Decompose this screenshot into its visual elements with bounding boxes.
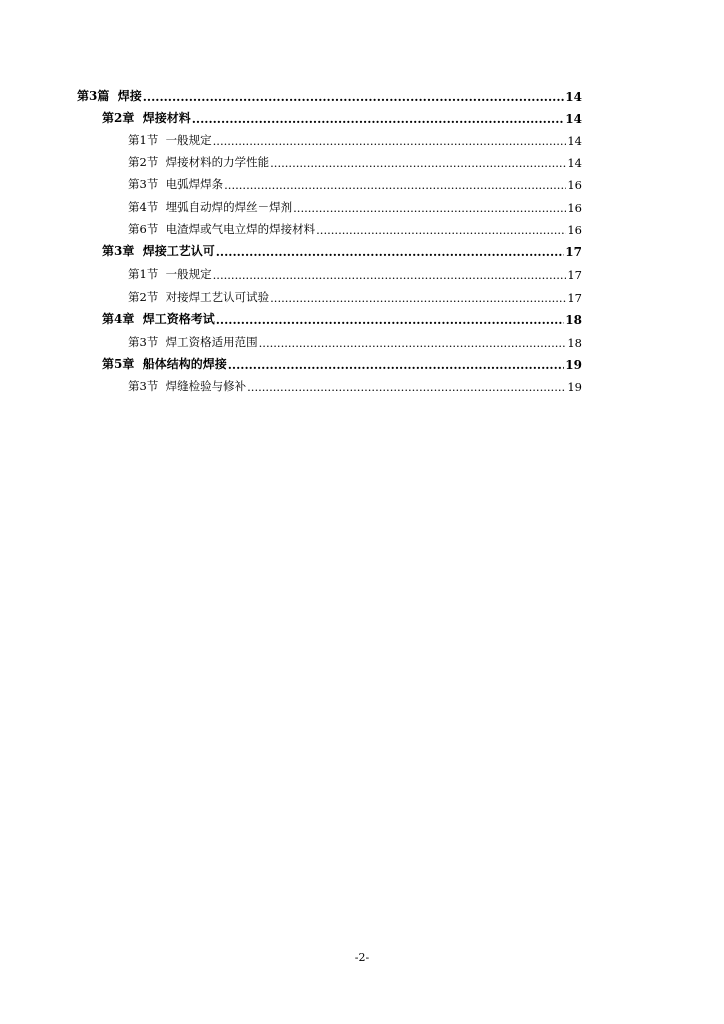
toc-entry-page: 16	[567, 223, 582, 237]
toc-entry-title: 第3章 焊接工艺认可	[102, 244, 215, 258]
toc-entry-title: 第4节 埋弧自动焊的焊丝－焊剂	[128, 200, 293, 214]
toc-leader-dots	[259, 336, 567, 350]
toc-leader-dots	[213, 134, 567, 148]
toc-entry-title: 第1节 一般规定	[128, 133, 212, 147]
toc-leader-dots	[216, 313, 565, 327]
toc-entry-title: 第3节 焊缝检验与修补	[128, 379, 247, 393]
toc-entry-page: 18	[567, 336, 582, 350]
toc-leader-dots	[228, 358, 565, 372]
toc-entry-chapter-3[interactable]	[102, 243, 582, 259]
toc-entry-page: 18	[565, 313, 582, 327]
toc-entry-section[interactable]	[128, 334, 582, 350]
toc-entry-page: 16	[567, 201, 582, 215]
toc-entry-section[interactable]	[128, 289, 582, 305]
toc-entry-page: 17	[567, 268, 582, 282]
toc-entry-section[interactable]	[128, 154, 582, 170]
toc-entry-chapter-5[interactable]	[102, 356, 582, 372]
toc-leader-dots	[224, 178, 566, 192]
toc-entry-section[interactable]	[128, 378, 582, 394]
page-number: -2-	[354, 951, 370, 964]
toc-leader-dots	[270, 156, 566, 170]
toc-entry-page: 16	[567, 178, 582, 192]
toc-entry-title: 第2节 焊接材料的力学性能	[128, 155, 270, 169]
toc-entry-title: 第3节 电弧焊焊条	[128, 177, 224, 191]
toc-entry-page: 19	[567, 380, 582, 394]
toc-entry-part-3[interactable]	[77, 88, 582, 104]
toc-entry-page: 17	[565, 245, 582, 259]
toc-entry-chapter-2[interactable]	[102, 110, 582, 126]
toc-leader-dots	[247, 380, 566, 394]
toc-leader-dots	[192, 112, 565, 126]
toc-entry-section[interactable]	[128, 199, 582, 215]
toc-entry-section[interactable]	[128, 221, 582, 237]
toc-leader-dots	[293, 201, 566, 215]
toc-entry-page: 14	[565, 90, 582, 104]
toc-leader-dots	[216, 245, 565, 259]
toc-entry-title: 第2节 对接焊工艺认可试验	[128, 290, 270, 304]
toc-entry-title: 第6节 电渣焊或气电立焊的焊接材料	[128, 222, 316, 236]
toc-leader-dots	[143, 90, 565, 104]
toc-entry-page: 14	[567, 134, 582, 148]
toc-entry-page: 14	[567, 156, 582, 170]
toc-entry-page: 17	[567, 291, 582, 305]
toc-entry-title: 第3篇 焊接	[77, 89, 142, 103]
toc-leader-dots	[316, 223, 566, 237]
toc-entry-title: 第3节 焊工资格适用范围	[128, 335, 258, 349]
toc-entry-section[interactable]	[128, 132, 582, 148]
toc-entry-title: 第5章 船体结构的焊接	[102, 357, 227, 371]
toc-entry-section[interactable]	[128, 266, 582, 282]
toc-leader-dots	[270, 291, 566, 305]
toc-entry-title: 第1节 一般规定	[128, 267, 212, 281]
toc-entry-section[interactable]	[128, 176, 582, 192]
toc-entry-title: 第2章 焊接材料	[102, 111, 191, 125]
toc-entry-chapter-4[interactable]	[102, 311, 582, 327]
toc-entry-page: 14	[565, 112, 582, 126]
toc-leader-dots	[213, 268, 567, 282]
toc-entry-title: 第4章 焊工资格考试	[102, 312, 215, 326]
toc-entry-page: 19	[565, 358, 582, 372]
